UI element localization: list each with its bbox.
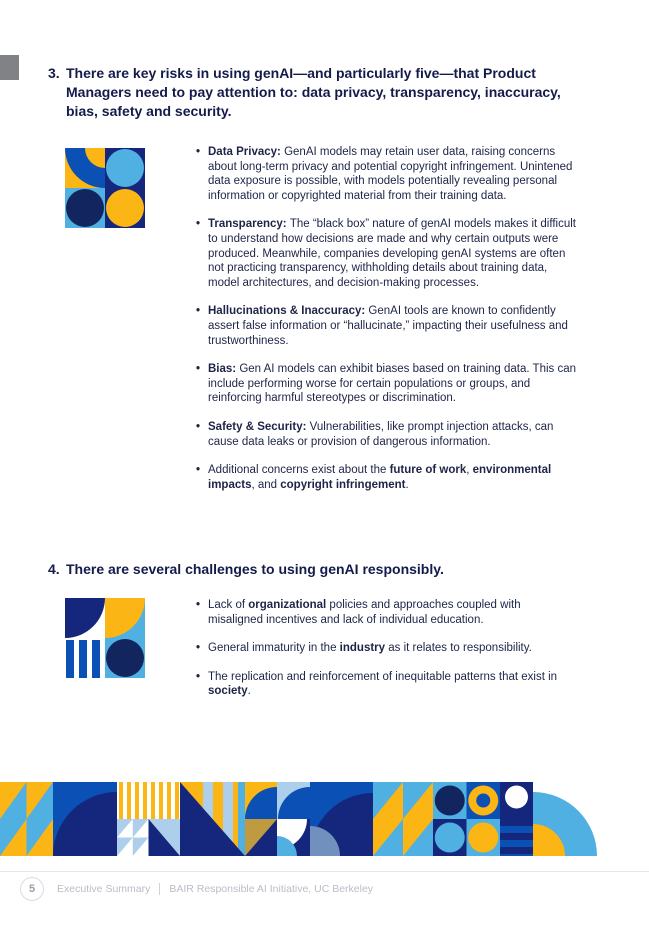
bullet-bias: • Bias: Gen AI models can exhibit biases based on training data. This can include performing worse for certain populations or groups, and reinforcing harmful stereotypes or discrimination. [196, 362, 578, 406]
circles-quadrant-graphic [65, 148, 145, 228]
decorative-geometric-banner [0, 782, 649, 856]
section-3-heading-text: There are key risks in using genAI—and particularly five—that Product Managers need to pay attention to: data privacy, transparency, inaccuracy, bias, safety and security. [66, 65, 561, 119]
bullet-society: • The replication and reinforcement of inequitable patterns that exist in society. [196, 670, 578, 699]
section-3-heading [48, 64, 568, 121]
bullet-data-privacy: • Data Privacy: GenAI models may retain user data, raising concerns about long-term privacy and potential copyright infringement. Unintened data exposure is possible, with models potentially revealing personal information or copyrighted material from their training data. [196, 145, 578, 203]
section-4-number: 4. [48, 561, 60, 577]
page-footer [20, 877, 373, 901]
bullet-additional-concerns: • Additional concerns exist about the future of work, environmental impacts, and copyright infringement. [196, 463, 578, 492]
bullet-transparency: • Transparency: The “black box” nature of genAI models makes it difficult to understand how decisions are made and why certain outputs were produced. Meanwhile, companies developing genAI systems are often not practicing transparency, withholding details about training data, model architectures, and decision-making processes. [196, 217, 578, 290]
footer-separator [159, 883, 160, 895]
section-4-heading [48, 560, 568, 579]
section-4-heading-text: There are several challenges to using genAI responsibly. [66, 561, 444, 577]
section-3-number: 3. [48, 65, 60, 81]
footer-doc-label: BAIR Responsible AI Initiative, UC Berkeley [169, 883, 374, 895]
page-number-badge: 5 [20, 877, 44, 901]
footer-divider-line [0, 871, 649, 872]
section-4-bullet-list [196, 598, 578, 713]
page-edge-tab [0, 55, 19, 80]
bullet-safety-security: • Safety & Security: Vulnerabilities, like prompt injection attacks, can cause data leaks or provision of dangerous information. [196, 420, 578, 449]
bullet-industry: • General immaturity in the industry as it relates to responsibility. [196, 641, 578, 656]
section-3-bullet-list [196, 145, 578, 506]
quarter-shapes-graphic [65, 598, 145, 678]
bullet-organizational: • Lack of organizational policies and approaches coupled with misaligned incentives and lack of individual education. [196, 598, 578, 627]
bullet-hallucinations: • Hallucinations & Inaccuracy: GenAI tools are known to confidently assert false information or “hallucinate,” impacting their usefulness and trustworthiness. [196, 304, 578, 348]
footer-section-label: Executive Summary [57, 883, 151, 895]
